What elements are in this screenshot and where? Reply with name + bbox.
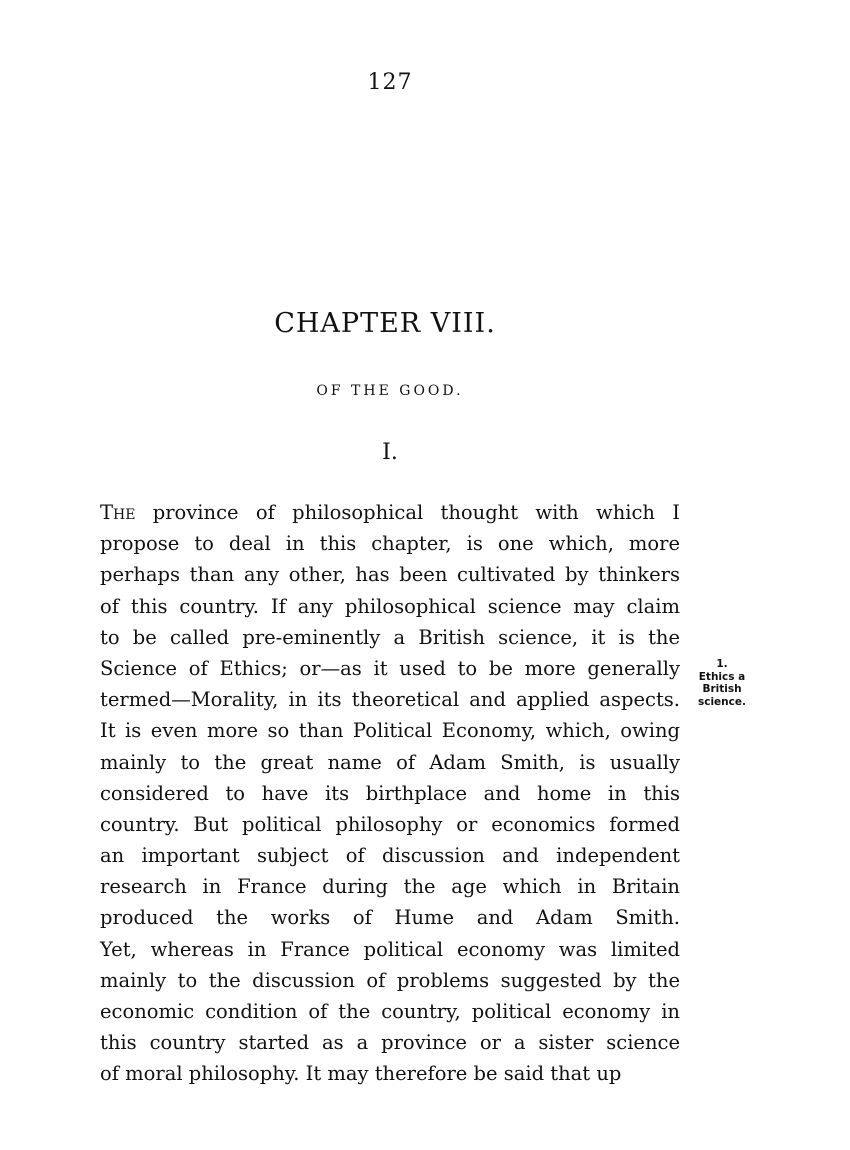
chapter-subtitle: OF THE GOOD. bbox=[316, 383, 464, 399]
lead-word: The bbox=[100, 501, 136, 524]
text-line: to be called pre-eminently a British science, it is the bbox=[100, 625, 680, 649]
text-line: research in France during the age which in Britain bbox=[100, 875, 680, 899]
text-line: mainly to the great name of Adam Smith, is usually bbox=[100, 750, 680, 774]
text-line-content: province of philosophical thought with which I bbox=[135, 501, 680, 524]
text-line: an important subject of discussion and independent bbox=[100, 844, 680, 868]
text-line: mainly to the discussion of problems suggested by the bbox=[100, 968, 680, 992]
marginal-note-line: science. bbox=[697, 695, 746, 708]
text-line: country. But political philosophy or economics formed bbox=[100, 812, 680, 836]
page-number: 127 bbox=[367, 70, 413, 95]
text-line: termed—Morality, in its theoretical and applied aspects. bbox=[100, 688, 680, 712]
text-line: economic condition of the country, political economy in bbox=[100, 1000, 680, 1023]
marginal-note-line: Ethics a bbox=[698, 670, 746, 683]
chapter-title: CHAPTER VIII. bbox=[274, 308, 496, 339]
text-line: propose to deal in this chapter, is one which, more bbox=[100, 532, 680, 556]
text-line bbox=[100, 497, 680, 528]
marginal-note-number: 1. bbox=[716, 658, 728, 670]
body-text bbox=[100, 497, 680, 1090]
text-line: of this country. If any philosophical science may claim bbox=[100, 594, 680, 618]
text-line: Science of Ethics; or—as it used to be more generally bbox=[100, 656, 680, 680]
marginal-note bbox=[684, 658, 760, 708]
text-line: of moral philosophy. It may therefore be said that up bbox=[100, 1062, 622, 1086]
text-line: perhaps than any other, has been cultivated by thinkers bbox=[100, 563, 680, 587]
text-line: this country started as a province or a sister science bbox=[100, 1031, 680, 1055]
marginal-note-line: British bbox=[702, 683, 742, 695]
text-line: considered to have its birthplace and home in this bbox=[100, 781, 680, 805]
text-line: produced the works of Hume and Adam Smith. bbox=[100, 906, 680, 930]
text-line: It is even more so than Political Economy, which, owing bbox=[100, 719, 680, 743]
text-line: Yet, whereas in France political economy was limited bbox=[100, 937, 680, 961]
section-numeral: I. bbox=[382, 440, 398, 465]
